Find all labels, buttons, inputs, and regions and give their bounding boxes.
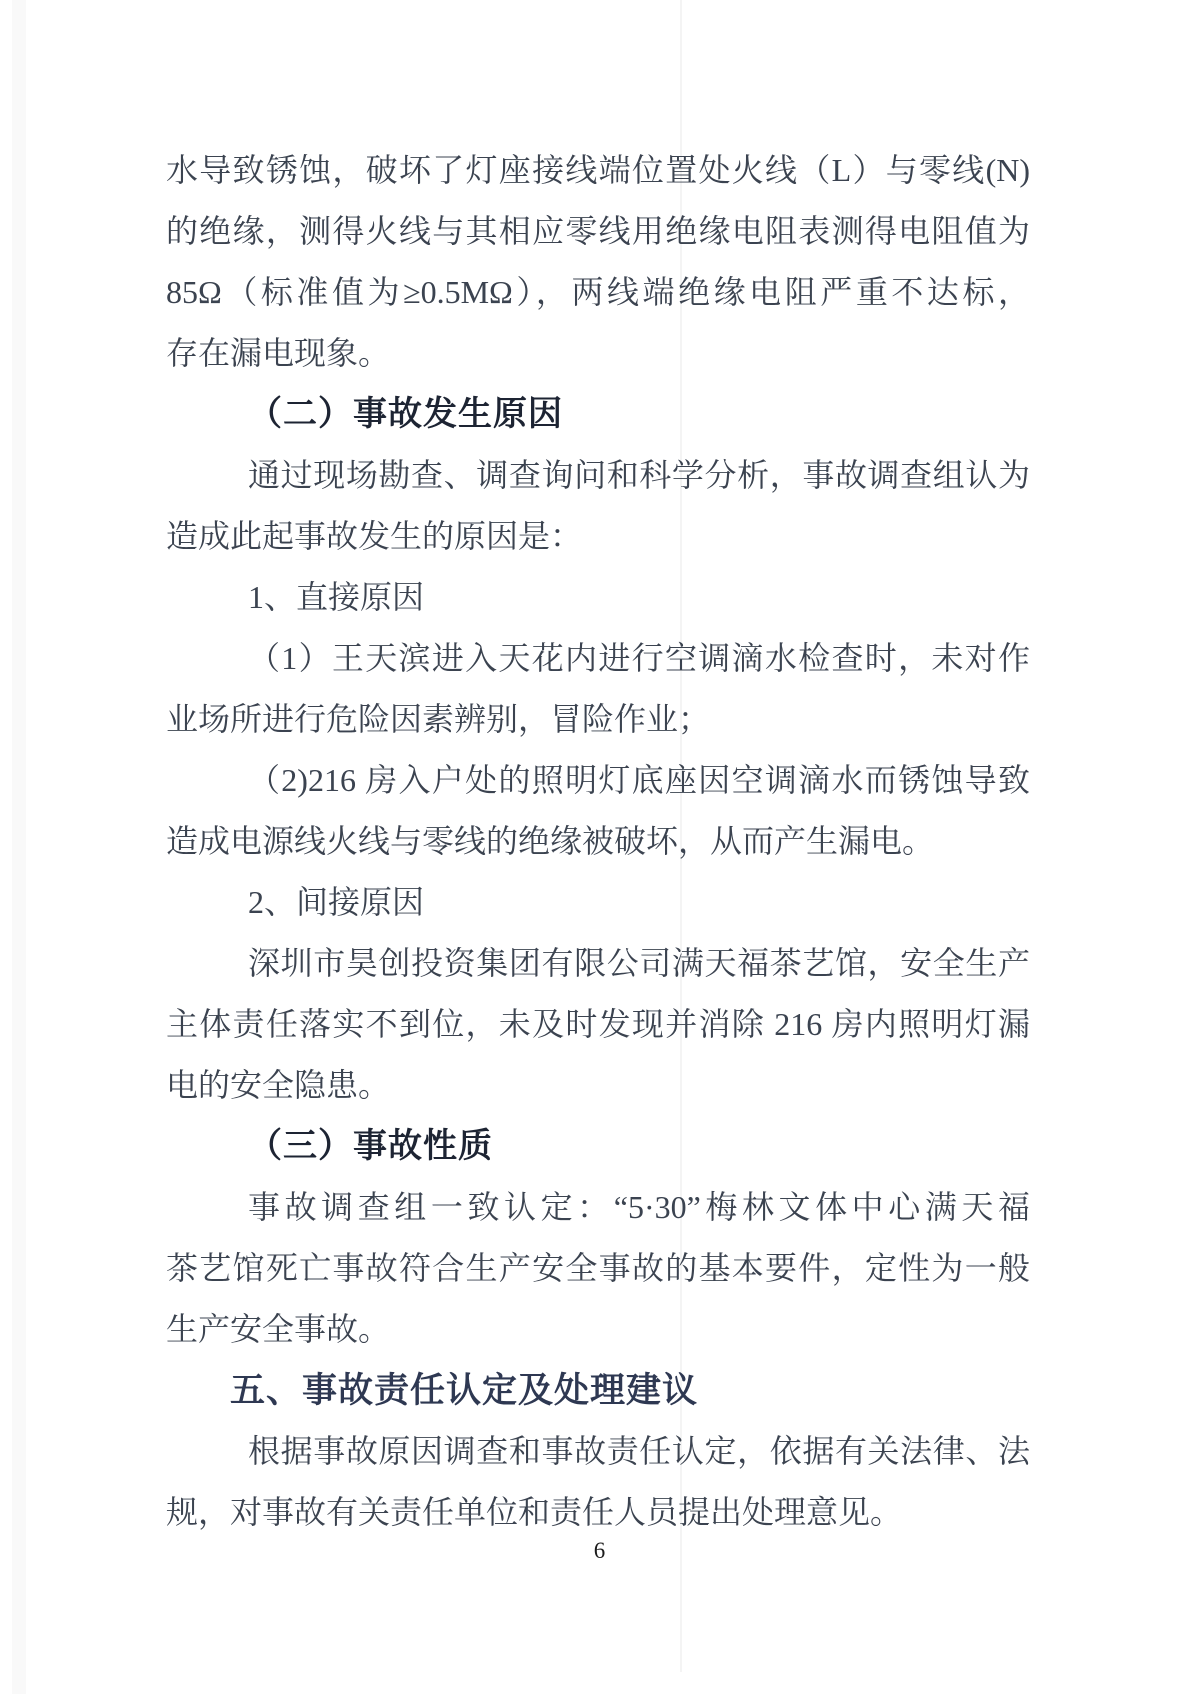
body-line: 茶艺馆死亡事故符合生产安全事故的基本要件，定性为一般 (166, 1250, 1030, 1286)
list-item-indirect-cause: 2、间接原因 (248, 884, 425, 920)
body-line: 的绝缘，测得火线与其相应零线用绝缘电阻表测得电阻值为 (166, 213, 1030, 249)
body-line: 造成电源线火线与零线的绝缘被破坏，从而产生漏电。 (166, 823, 935, 859)
report-body (166, 140, 1030, 1543)
scan-edge-shadow (12, 0, 26, 1694)
body-line: 通过现场勘查、调查询问和科学分析，事故调查组认为 (248, 457, 1030, 493)
body-line: 主体责任落实不到位，未及时发现并消除 216 房内照明灯漏 (166, 1006, 1030, 1042)
list-item-direct-cause: 1、直接原因 (248, 579, 425, 615)
section-heading-nature: （三）事故性质 (248, 1127, 493, 1165)
body-line: （2)216 房入户处的照明灯底座因空调滴水而锈蚀导致 (248, 762, 1030, 798)
body-line: 造成此起事故发生的原因是： (166, 518, 583, 554)
section-heading-cause: （二）事故发生原因 (248, 395, 563, 433)
body-line: 生产安全事故。 (166, 1311, 391, 1347)
body-line: 水导致锈蚀，破坏了灯座接线端位置处火线（L）与零线(N) (166, 152, 1030, 188)
body-line: 事故调查组一致认定：“5·30”梅林文体中心满天福 (248, 1189, 1030, 1225)
body-line: 业场所进行危险因素辨别，冒险作业； (166, 701, 711, 737)
page-number: 6 (593, 1538, 606, 1563)
body-line: 85Ω（标准值为≥0.5MΩ），两线端绝缘电阻严重不达标， (166, 274, 1030, 310)
body-line: 深圳市昊创投资集团有限公司满天福茶艺馆，安全生产 (248, 945, 1030, 981)
body-line: 规，对事故有关责任单位和责任人员提出处理意见。 (166, 1494, 903, 1530)
body-line: 存在漏电现象。 (166, 335, 391, 371)
body-line: （1）王天滨进入天花内进行空调滴水检查时，未对作 (248, 640, 1030, 676)
body-line: 根据事故原因调查和事故责任认定，依据有关法律、法 (248, 1433, 1030, 1469)
body-line: 电的安全隐患。 (166, 1067, 391, 1103)
chapter-heading-responsibility: 五、事故责任认定及处理建议 (230, 1371, 699, 1410)
